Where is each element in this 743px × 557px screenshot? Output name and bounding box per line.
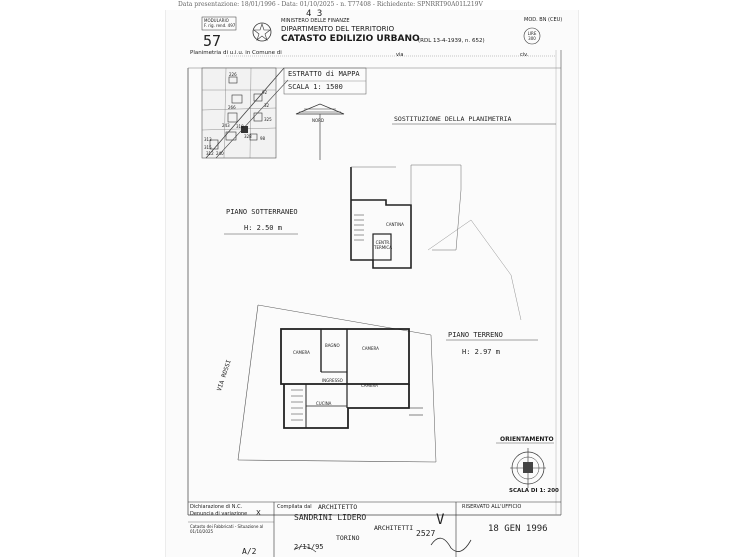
price-badge: LIRE 300 — [527, 31, 537, 41]
parcel-number: 243 — [222, 123, 230, 128]
sheet-number: 57 — [203, 32, 222, 50]
civ-label: civ. — [520, 52, 529, 58]
ground-floor-height: H: 2.97 m — [462, 348, 500, 356]
parcel-number: 32 — [264, 103, 270, 108]
model-box-line-1: MODULARIO — [204, 18, 229, 23]
office-stamp-date: 18 GEN 1996 — [488, 524, 548, 534]
floor-plan-drawing — [166, 10, 578, 557]
orientation-compass-icon — [510, 448, 546, 488]
parcel-number: 325 — [264, 117, 272, 122]
declaration-label: Dichiarazione di N.C. — [190, 504, 243, 510]
via-label: via — [396, 52, 404, 58]
compiler-name: SANDRINI LIDERO — [294, 513, 367, 522]
office-use-label: RISERVATO ALL'UFFICIO — [462, 504, 522, 510]
room-label: CAMERA — [293, 350, 310, 355]
drawing-scale-label: SCALA DI 1: 200 — [509, 488, 559, 494]
room-label: INGRESSO — [322, 378, 343, 383]
albo-label: ARCHITETTI — [374, 524, 414, 532]
basement-height: H: 2.50 m — [244, 224, 282, 232]
orientation-label: ORIENTAMENTO — [500, 436, 554, 443]
parcel-number: 312 — [206, 151, 214, 156]
map-extract — [202, 68, 288, 158]
ministry-label: MINISTERO DELLE FINANZE — [281, 18, 350, 24]
room-label: CUCINA — [316, 401, 332, 406]
room-label: BAGNO — [325, 343, 340, 348]
north-label: NORD — [312, 118, 324, 123]
room-label: CAMERA — [362, 346, 379, 351]
variation-checkbox: X — [256, 509, 261, 517]
room-label: CENTR. TERMICA — [374, 240, 392, 250]
street-label: VIA ROSSI — [216, 359, 233, 393]
albo-number: 2527 — [416, 529, 436, 538]
model-box-line-2: F. rig. rend. 497 — [204, 23, 236, 28]
parcel-number: 240 — [216, 151, 224, 156]
planimetry-line: Planimetria di u.i.u. in Comune di — [190, 50, 282, 56]
parcel-number: 318 — [236, 124, 244, 129]
parcel-number: 92 — [262, 90, 268, 95]
cadastral-sheet — [165, 10, 579, 557]
north-arrow-icon — [296, 104, 344, 160]
ground-floor-title: PIANO TERRENO — [448, 331, 503, 339]
parcel-number: 98 — [260, 136, 266, 141]
left-footer-note: Catasto dei Fabbricati - Situazione al 01/10/2025 — [190, 524, 264, 534]
basement-plan — [351, 165, 461, 268]
room-label: CAMERA — [361, 383, 378, 388]
parcel-number: 328 — [244, 134, 252, 139]
map-extract-label: ESTRATTO di MAPPA — [288, 70, 360, 78]
parcel-number: 315 — [204, 145, 212, 150]
albo-city: TORINO — [336, 534, 360, 542]
sheet-top-number: 4 3 — [306, 9, 323, 19]
compilation-date: 2/11/95 — [294, 543, 324, 551]
bottom-mark: A/2 — [242, 547, 257, 556]
compiler-profession: ARCHITETTO — [318, 503, 358, 511]
room-label: CANTINA — [386, 222, 404, 227]
denunciation-label: Denuncia di variazione — [190, 511, 248, 517]
parcel-number: 313 — [204, 137, 212, 142]
map-scale-label: SCALA 1: 1500 — [288, 83, 343, 91]
basement-title: PIANO SOTTERRANEO — [226, 208, 298, 216]
parcel-number: 266 — [228, 105, 236, 110]
republic-emblem-icon — [253, 23, 271, 41]
department-label: DIPARTIMENTO DEL TERRITORIO — [281, 25, 395, 33]
ground-floor-plan — [281, 329, 423, 428]
office-stamp-letter: V — [436, 512, 445, 528]
law-reference: (RDL 13-4-1939, n. 652) — [418, 38, 485, 44]
parcel-number: 226 — [229, 72, 237, 77]
office-title: CATASTO EDILIZIO URBANO — [281, 34, 420, 44]
model-code: MOD. BN (CEU) — [524, 17, 563, 23]
compiled-by-label: Compilata dal — [277, 504, 312, 510]
document-meta-line: Data presentazione: 18/01/1996 - Data: 01/10/2025 - n. T77408 - Richiedente: SPNRRT90A01L219V — [178, 1, 483, 8]
substitution-note: SOSTITUZIONE DELLA PLANIMETRIA — [394, 115, 512, 123]
